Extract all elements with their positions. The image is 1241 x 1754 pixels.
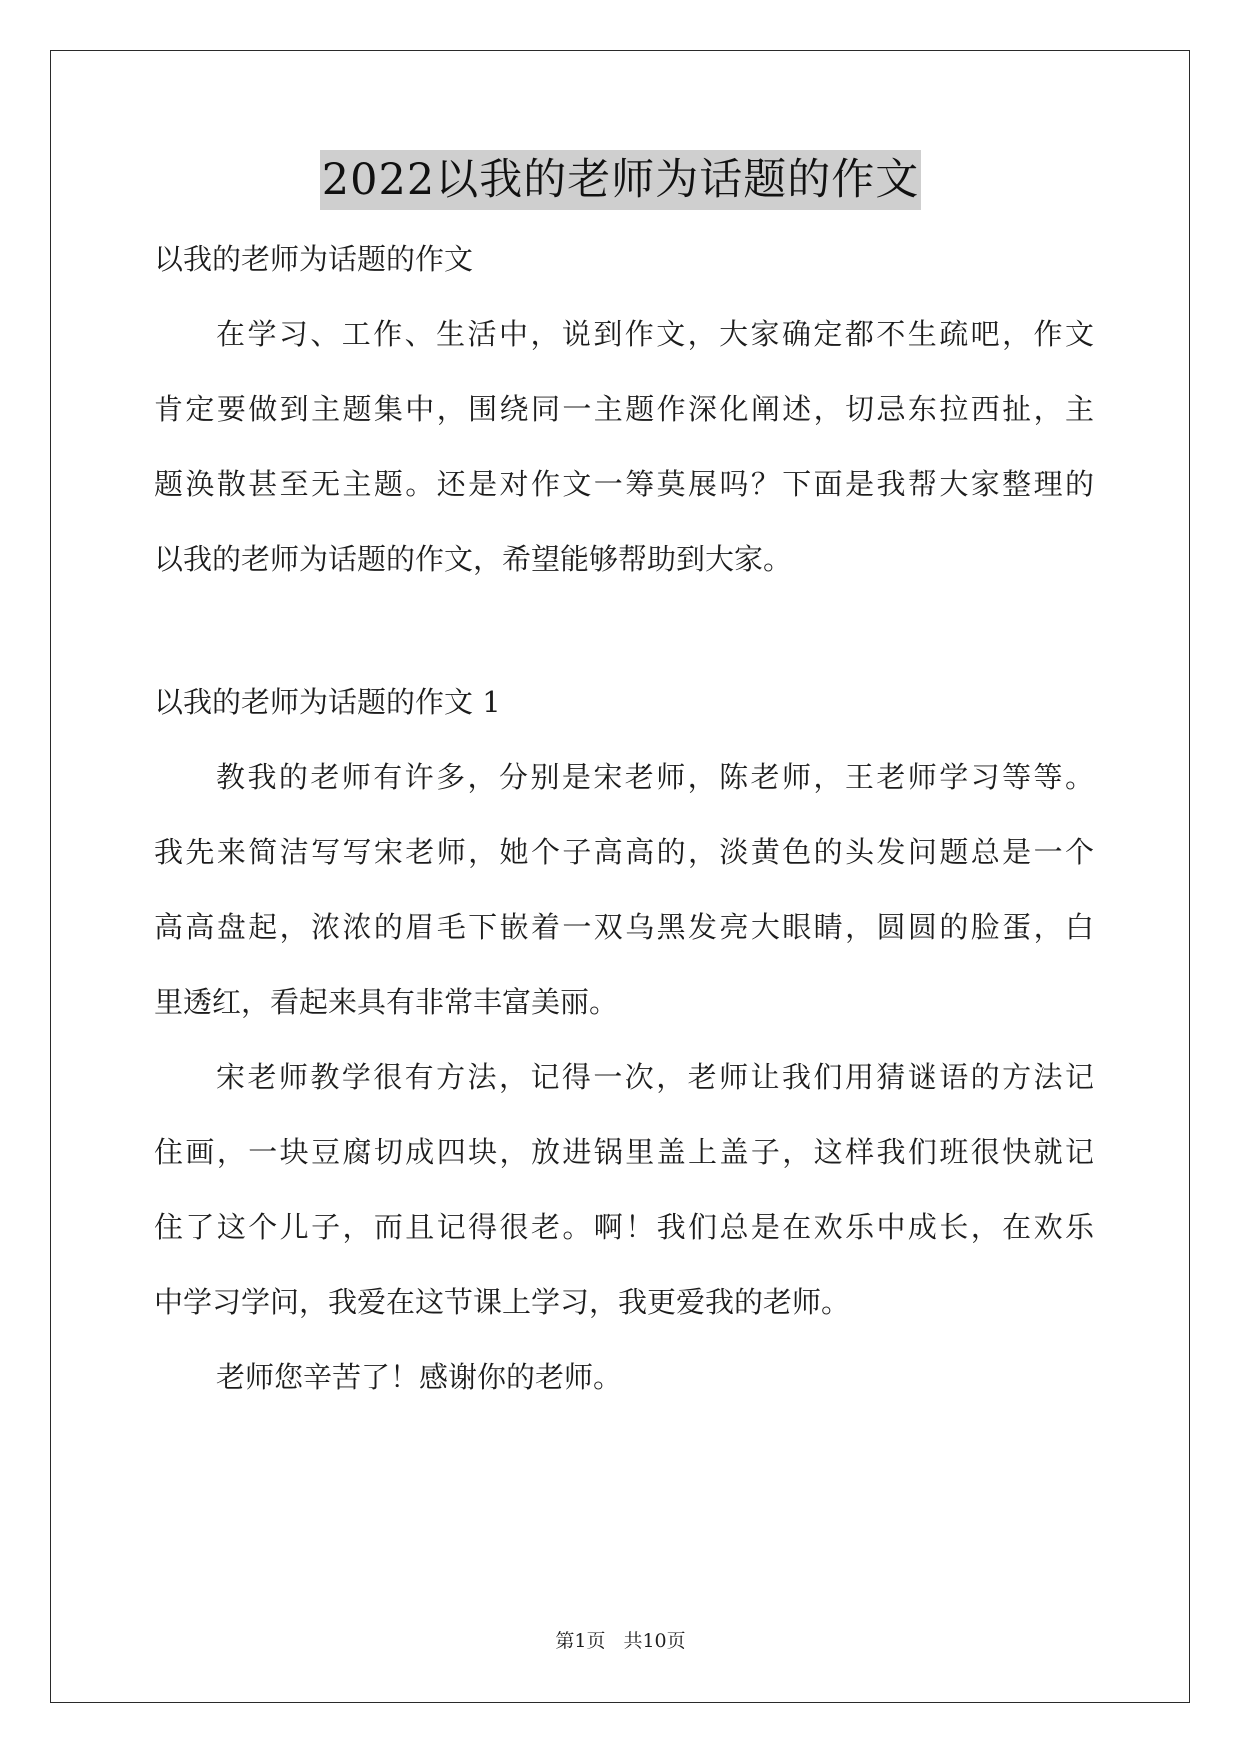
section-heading: 以我的老师为话题的作文 1 (154, 685, 501, 719)
document-title (0, 150, 1241, 210)
para2-line-1: 宋老师教学很有方法，记得一次，老师让我们用猜谜语的方法记 (216, 1060, 1094, 1094)
intro-line-3: 题涣散甚至无主题。还是对作文一筹莫展吗？下面是我帮大家整理的 (154, 467, 1094, 501)
intro-line-1: 在学习、工作、生活中，说到作文，大家确定都不生疏吧，作文 (216, 317, 1094, 351)
para1-line-1: 教我的老师有许多，分别是宋老师，陈老师，王老师学习等等。 (216, 760, 1094, 794)
intro-line-2: 肯定要做到主题集中，围绕同一主题作深化阐述，切忌东拉西扯，主 (154, 392, 1094, 426)
page-number: 第1页 (555, 1630, 606, 1652)
subtitle: 以我的老师为话题的作文 (154, 242, 474, 276)
para2-line-4: 中学习学问，我爱在这节课上学习，我更爱我的老师。 (154, 1285, 851, 1319)
para1-line-3: 高高盘起，浓浓的眉毛下嵌着一双乌黑发亮大眼睛，圆圆的脸蛋，白 (154, 910, 1094, 944)
page-total: 共10页 (623, 1630, 686, 1652)
page-footer (0, 1628, 1241, 1654)
intro-line-4: 以我的老师为话题的作文，希望能够帮助到大家。 (154, 542, 793, 576)
para3-line-1: 老师您辛苦了！感谢你的老师。 (216, 1360, 623, 1394)
title-text: 2022以我的老师为话题的作文 (320, 150, 921, 210)
para1-line-4: 里透红，看起来具有非常丰富美丽。 (154, 985, 619, 1019)
para1-line-2: 我先来简洁写写宋老师，她个子高高的，淡黄色的头发问题总是一个 (154, 835, 1094, 869)
para2-line-2: 住画，一块豆腐切成四块，放进锅里盖上盖子，这样我们班很快就记 (154, 1135, 1094, 1169)
page-border (50, 50, 1190, 1703)
para2-line-3: 住了这个儿子，而且记得很老。啊！我们总是在欢乐中成长，在欢乐 (154, 1210, 1094, 1244)
